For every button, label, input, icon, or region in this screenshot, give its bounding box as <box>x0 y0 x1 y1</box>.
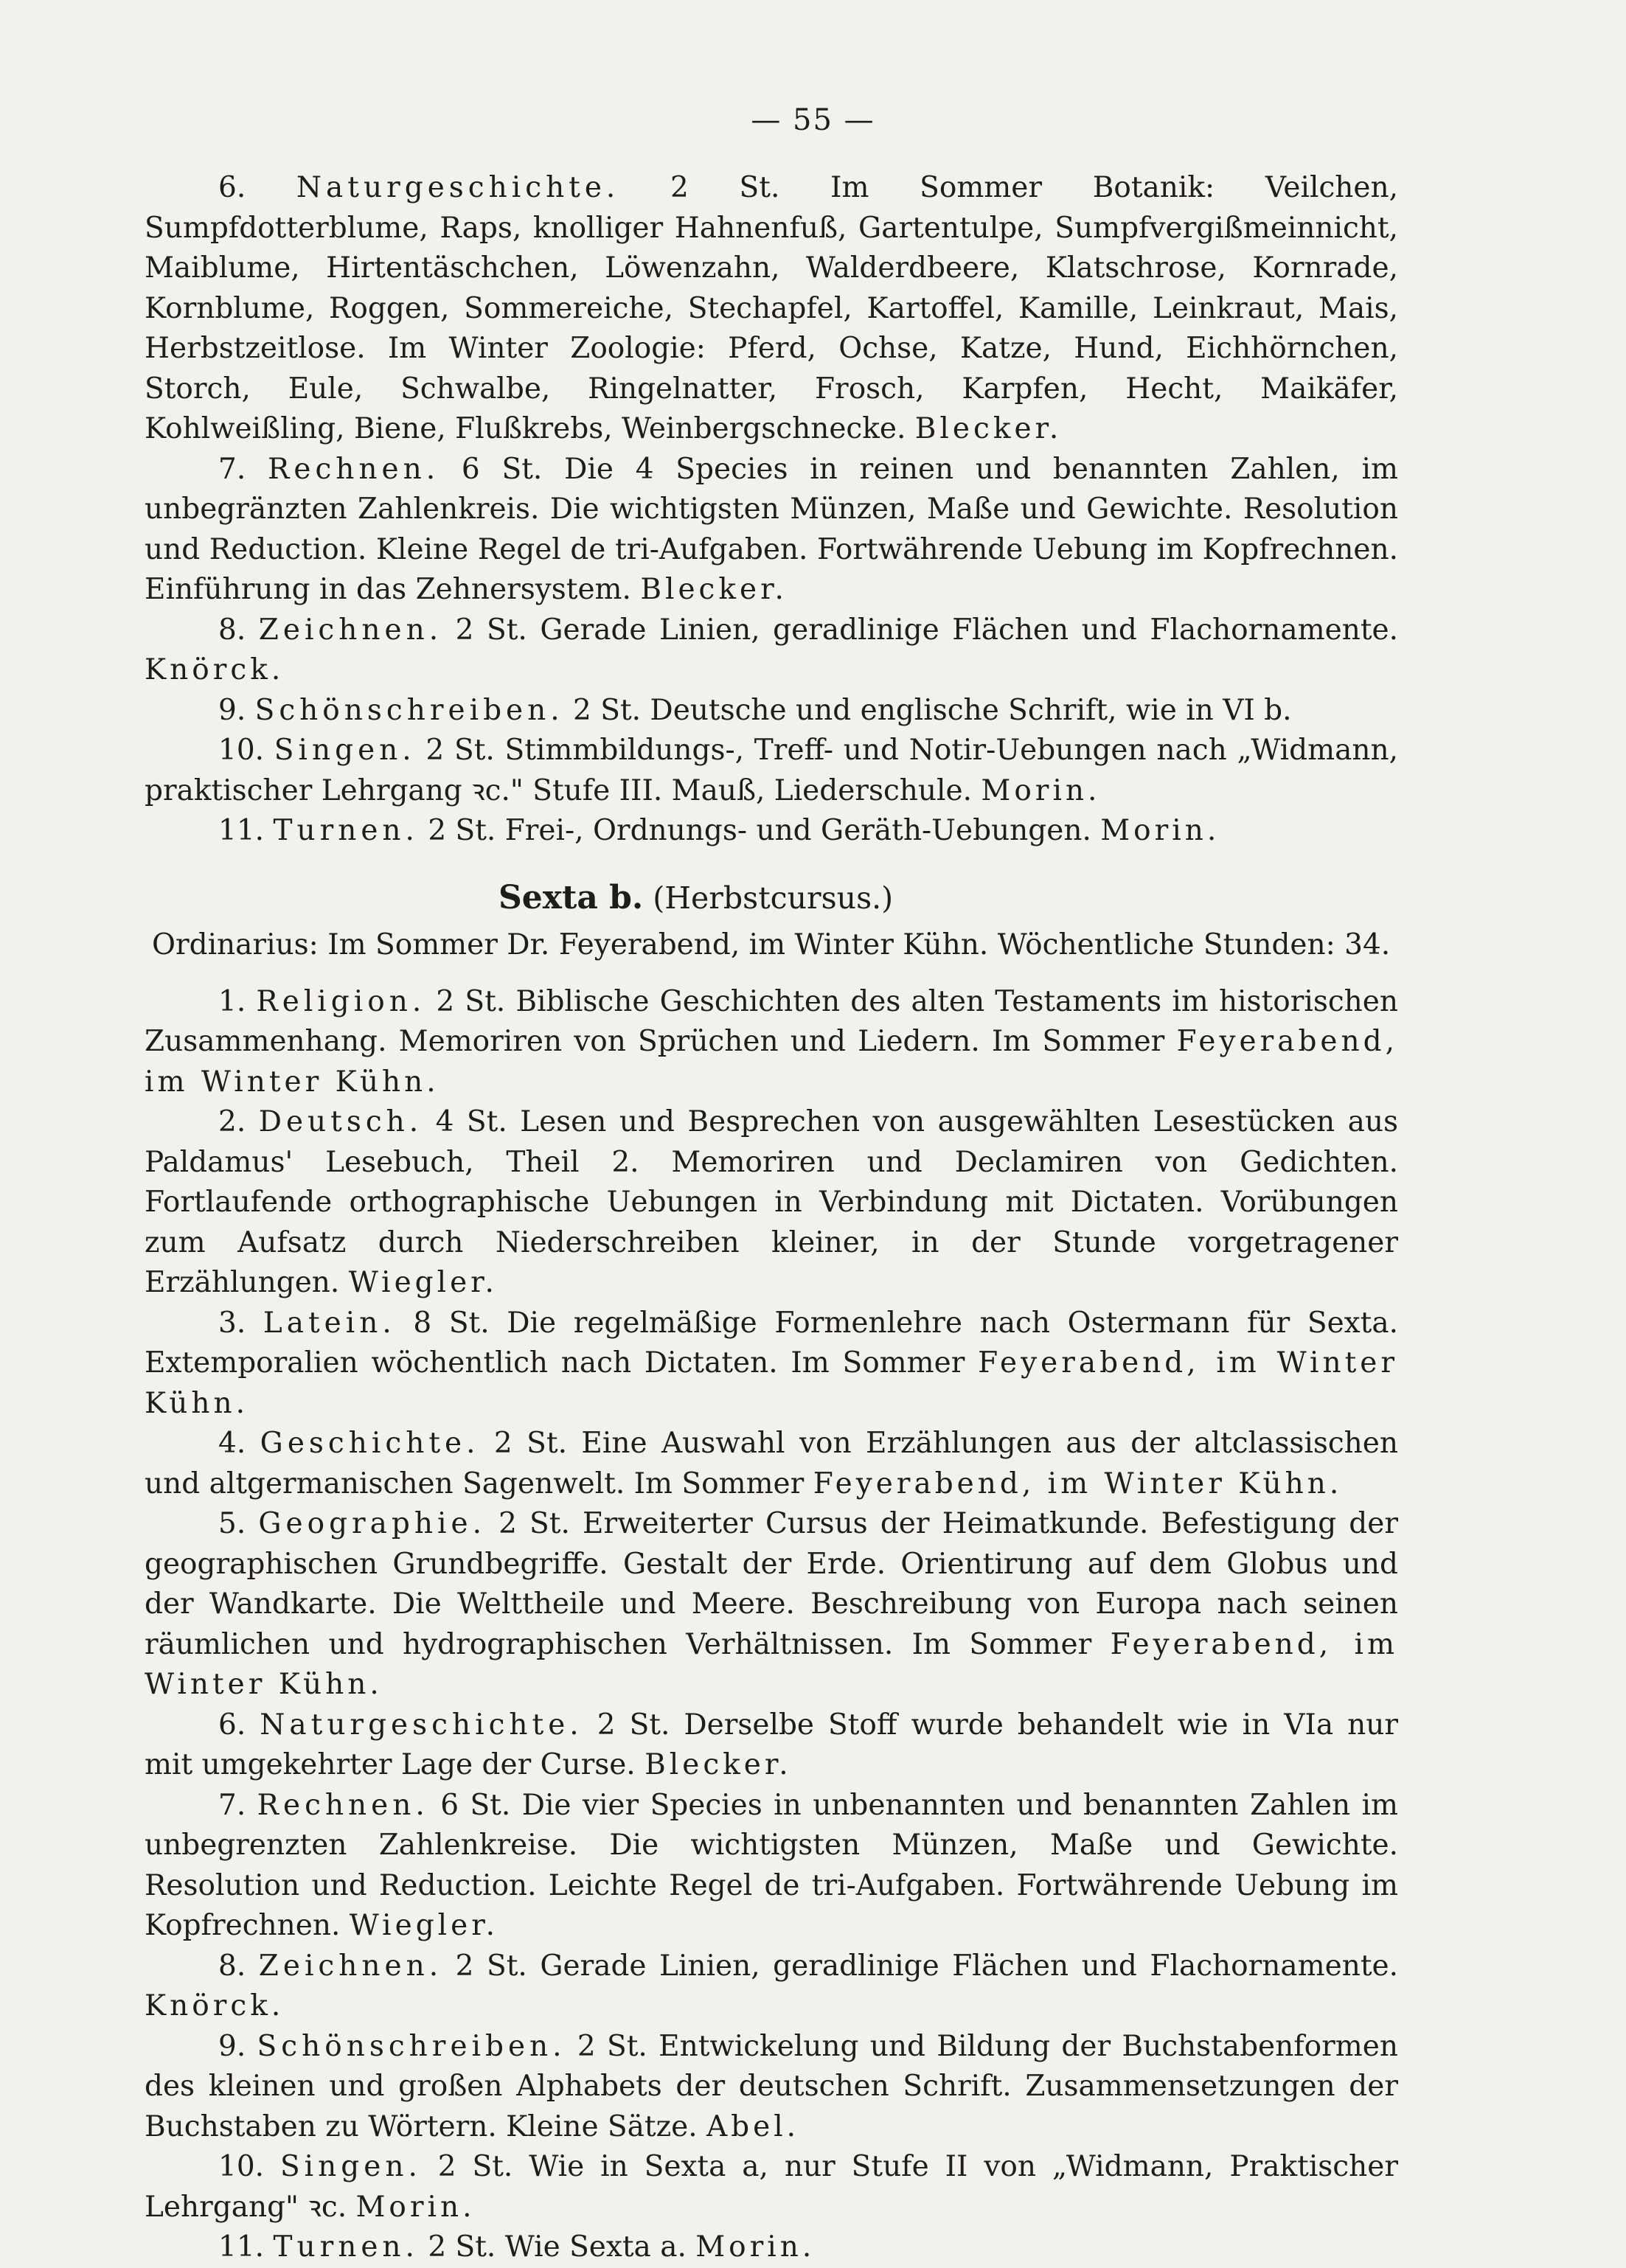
teacher-name: Feyerabend, im Winter Kühn. <box>145 1627 1398 1701</box>
teacher-name: Morin. <box>355 2190 476 2224</box>
page-number: — 55 — <box>751 103 875 137</box>
subject-label: Rechnen. <box>257 1788 429 1822</box>
section-a-item-9: 9. Schönschreiben. 2 St. Deutsche und englische Schrift, wie in VI b. <box>218 693 1292 727</box>
subject-label: Naturgeschichte. <box>296 171 620 204</box>
section-b-item-5: 5. Geographie. 2 St. Erweiterter Cursus der Heimatkunde. Befestigung der geographischen Grundbegriffe. Gestalt der Erde. Orientirung auf dem Globus und der Wandkarte. Die Welttheile und Meere. Beschreibung von Europa nach seinen räumlichen und hydrographischen Verhältnissen. Im Sommer Feyerabend, im Winter Kühn. <box>145 1507 1398 1701</box>
subject-label: Geographie. <box>258 1507 486 1540</box>
subject-label: Schönschreiben. <box>257 2029 566 2063</box>
section-b-item-9: 9. Schönschreiben. 2 St. Entwickelung und Bildung der Buchstabenformen des kleinen und großen Alphabets der deutschen Schrift. Zusammensetzungen der Buchstaben zu Wörtern. Kleine Sätze. Abel. <box>145 2029 1398 2143</box>
subject-label: Latein. <box>263 1306 396 1340</box>
subject-label: Naturgeschichte. <box>260 1708 583 1742</box>
subject-label: Turnen. <box>273 814 419 847</box>
section-a-item-11: 11. Turnen. 2 St. Frei-, Ordnungs- und Geräth-Uebungen. Morin. <box>218 814 1220 847</box>
ordinarius-line: Ordinarius: Im Sommer Dr. Feyerabend, im Winter Kühn. Wöchentliche Stunden: 34. <box>152 928 1391 961</box>
section-a-item-10: 10. Singen. 2 St. Stimmbildungs-, Treff- und Notir-Uebungen nach „Widmann, praktischer Lehrgang ꝛc." Stufe III. Mauß, Liederschule. Morin. <box>145 734 1398 807</box>
subject-label: Turnen. <box>273 2230 419 2264</box>
section-b-item-7: 7. Rechnen. 6 St. Die vier Species in unbenannten und benannten Zahlen im unbegrenzten Zahlenkreise. Die wichtigsten Münzen, Maße und Gewichte. Resolution und Reduction. Leichte Regel de tri-Aufgaben. Fortwährende Uebung im Kopfrechnen. Wiegler. <box>145 1788 1398 1942</box>
section-heading-sexta-b <box>145 878 1398 919</box>
teacher-name: Blecker. <box>645 1748 792 1781</box>
subject-label: Singen. <box>274 734 416 767</box>
teacher-name: Morin. <box>695 2230 816 2264</box>
subject-label: Religion. <box>256 984 426 1018</box>
subject-label: Zeichnen. <box>258 1949 443 1983</box>
subject-label: Zeichnen. <box>258 613 443 647</box>
teacher-name: Blecker. <box>914 412 1063 445</box>
section-b-item-10: 10. Singen. 2 St. Wie in Sexta a, nur Stufe II von „Widmann, Praktischer Lehrgang" ꝛc. Morin. <box>145 2150 1398 2224</box>
subject-label: Schönschreiben. <box>254 693 564 727</box>
teacher-name: Morin. <box>1100 814 1220 847</box>
teacher-name: Feyerabend, im Winter Kühn. <box>813 1467 1343 1500</box>
section-b-item-8: 8. Zeichnen. 2 St. Gerade Linien, geradlinige Flächen und Flachornamente. Knörck. <box>145 1949 1398 2022</box>
section-b-item-1: 1. Religion. 2 St. Biblische Geschichten des alten Testaments im historischen Zusammenhang. Memoriren von Sprüchen und Liedern. Im Sommer Feyerabend, im Winter Kühn. <box>145 984 1398 1099</box>
subject-label: Deutsch. <box>258 1105 423 1138</box>
section-title: Sexta b. <box>498 878 644 916</box>
section-b-item-4: 4. Geschichte. 2 St. Eine Auswahl von Erzählungen aus der altclassischen und altgermanischen Sagenwelt. Im Sommer Feyerabend, im Winter Kühn. <box>145 1427 1398 1500</box>
teacher-name: Wiegler. <box>348 1266 498 1299</box>
subject-label: Rechnen. <box>268 452 440 486</box>
section-b-item-2: 2. Deutsch. 4 St. Lesen und Besprechen von ausgewählten Lesestücken aus Paldamus' Lesebuch, Theil 2. Memoriren und Declamiren von Gedichten. Fortlaufende orthographische Uebungen in Verbindung mit Dictaten. Vorübungen zum Aufsatz durch Niederschreiben kleiner, in der Stunde vorgetragener Erzählungen. Wiegler. <box>145 1105 1399 1299</box>
section-b-item-6: 6. Naturgeschichte. 2 St. Derselbe Stoff wurde behandelt wie in VIa nur mit umgekehrter Lage der Curse. Blecker. <box>145 1708 1398 1781</box>
teacher-name: Wiegler. <box>349 1909 498 1942</box>
section-b-item-11: 11. Turnen. 2 St. Wie Sexta a. Morin. <box>218 2230 816 2264</box>
section-subtitle: (Herbstcursus.) <box>653 880 894 916</box>
section-a-list <box>145 168 1398 852</box>
section-a-item-8: 8. Zeichnen. 2 St. Gerade Linien, geradlinige Flächen und Flachornamente. Knörck. <box>145 613 1398 686</box>
teacher-name: Knörck. <box>145 653 285 686</box>
teacher-name: Morin. <box>981 773 1101 807</box>
teacher-name: Abel. <box>706 2109 800 2143</box>
teacher-name: Feyerabend, im Winter Kühn. <box>145 1025 1398 1099</box>
section-a-item-7: 7. Rechnen. 6 St. Die 4 Species in reinen und benannten Zahlen, im unbegränzten Zahlenkreis. Die wichtigsten Münzen, Maße und Gewichte. Resolution und Reduction. Kleine Regel de tri-Aufgaben. Fortwährende Uebung im Kopfrechnen. Einführung in das Zehnersystem. Blecker. <box>145 452 1398 606</box>
teacher-name: Feyerabend, im Winter Kühn. <box>145 1346 1398 1420</box>
section-b-item-3: 3. Latein. 8 St. Die regelmäßige Formenlehre nach Ostermann für Sexta. Extemporalien wöchentlich nach Dictaten. Im Sommer Feyerabend, im Winter Kühn. <box>145 1306 1398 1420</box>
section-a-item-6: 6. Naturgeschichte. 2 St. Im Sommer Botanik: Veilchen, Sumpfdotterblume, Raps, knolliger Hahnenfuß, Gartentulpe, Sumpfvergißmeinnicht, Maiblume, Hirtentäschchen, Löwenzahn, Walderdbeere, Klatschrose, Kornrade, Kornblume, Roggen, Sommereiche, Stechapfel, Kartoffel, Kamille, Leinkraut, Mais, Herbstzeitlose. Im Winter Zoologie: Pferd, Ochse, Katze, Hund, Eichhörnchen, Storch, Eule, Schwalbe, Ringelnatter, Frosch, Karpfen, Hecht, Maikäfer, Kohlweißling, Biene, Flußkrebs, Weinbergschnecke. Blecker. <box>145 171 1398 445</box>
section-b-list <box>145 982 1398 2268</box>
teacher-name: Knörck. <box>145 1989 285 2022</box>
subject-label: Geschichte. <box>260 1427 480 1460</box>
teacher-name: Blecker. <box>640 573 788 606</box>
subject-label: Singen. <box>279 2150 422 2183</box>
page-body <box>145 168 1398 2268</box>
